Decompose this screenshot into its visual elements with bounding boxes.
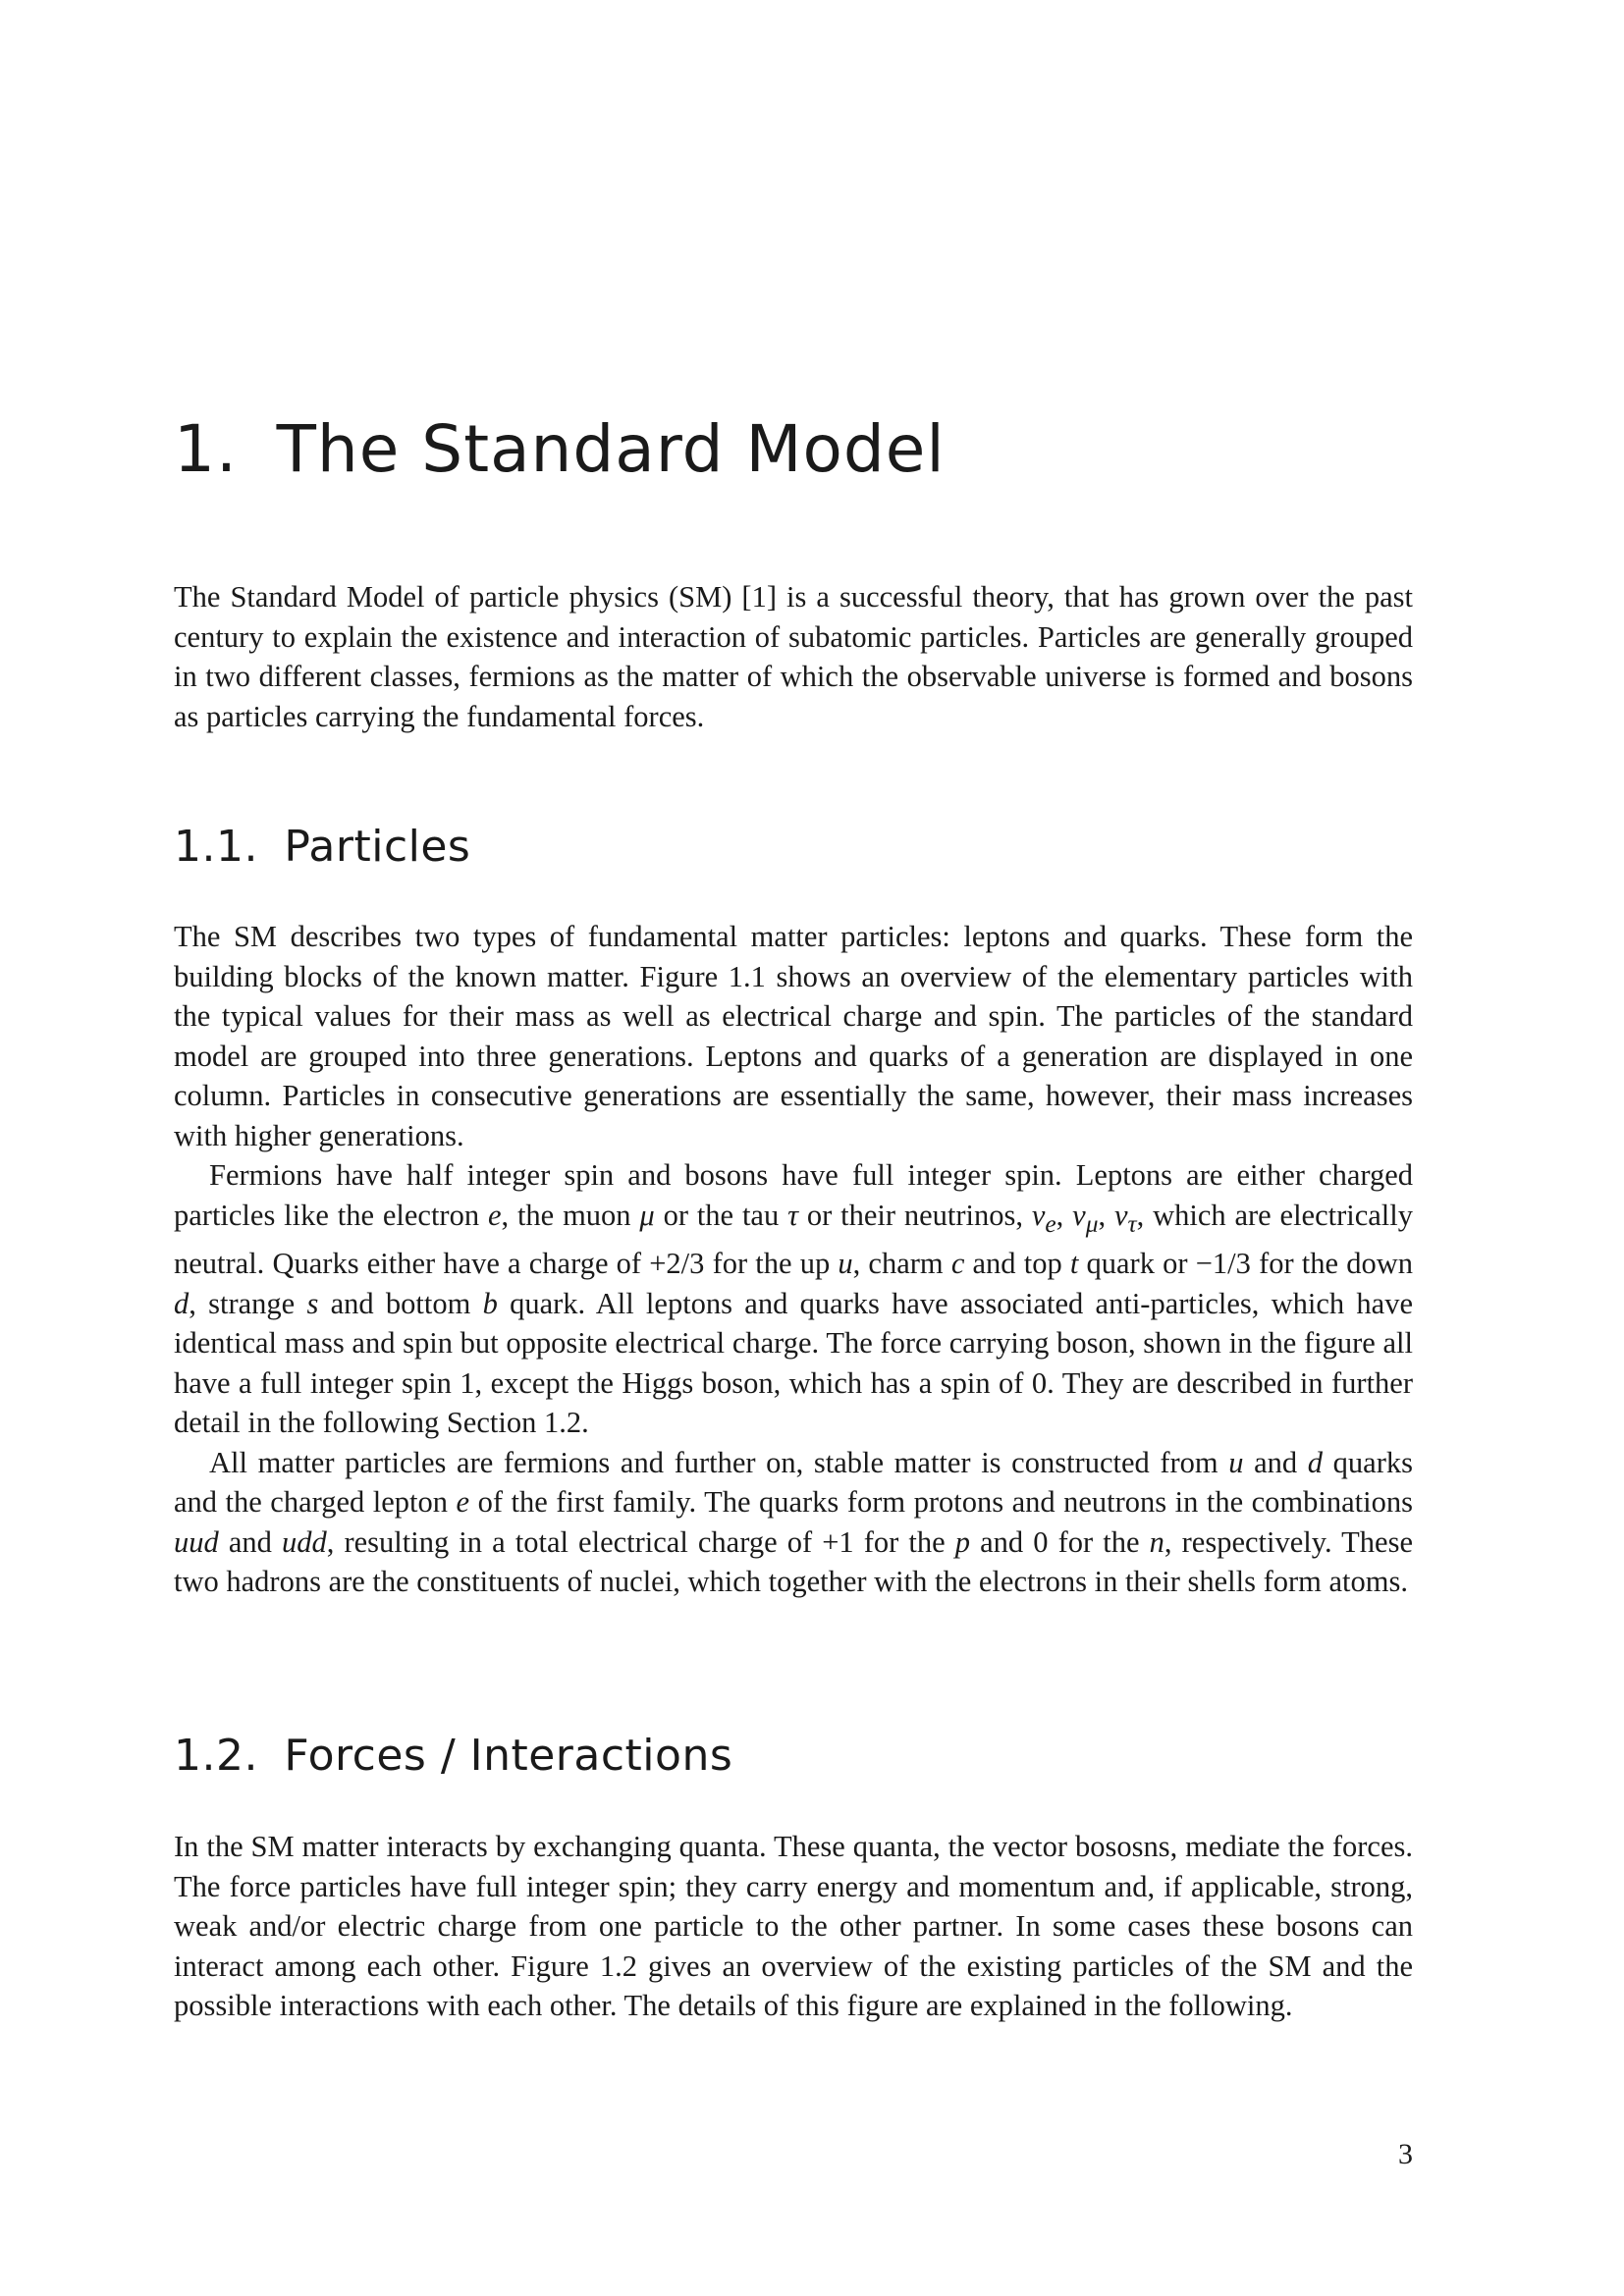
math-top: t — [1069, 1247, 1079, 1281]
chapter-title — [174, 410, 946, 488]
math-strange: s — [306, 1286, 319, 1320]
math-muon: μ — [639, 1198, 655, 1232]
math-uud: uud — [174, 1524, 219, 1559]
math-spin-one: 1 — [460, 1365, 475, 1400]
math-proton: p — [954, 1524, 971, 1559]
particles-paragraph-2: Fermions have half integer spin and bosons have full integer spin. Leptons are either charged particles like the electron e, the muon μ or the tau τ or their neutrinos, $\nu_e$, $\nu_\mu$, $\nu_\tau$, which are electrically neutral. Quarks either have a charge of +2/3 for the up u, charm c and top t quark or −1/3 for the down d, strange s and bottom b quark. All leptons and quarks have associated anti-particles, which have identical mass and spin but opposite electrical charge. The force carrying boson, shown in the figure all have a full integer spin 1, except the Higgs boson, which has a spin of 0. They are described in further detail in the following Section 1.2. — [174, 1158, 1414, 1440]
math-up: u — [838, 1247, 853, 1281]
math-up: u — [1228, 1445, 1244, 1479]
math-udd: udd — [281, 1524, 327, 1559]
particles-paragraph-3: All matter particles are fermions and further on, stable matter is constructed from u and d quarks and the charged lepton e of the first family. The quarks form protons and neutrons in the combinations uud and udd, resulting in a total electrical charge of +1 for the p and 0 for the n, respectively. These two hadrons are the constituents of nuclei, which together with the electrons in their shells form atoms. — [174, 1445, 1413, 1599]
forces-section — [174, 1827, 1413, 2026]
chapter-title-text: The Standard Model — [276, 411, 946, 487]
page — [174, 0, 1413, 2296]
intro-paragraph: The Standard Model of particle physics (SM) [1] is a successful theory, that has grown over the past century to explain the existence and interaction of subatomic particles. Particles are generally grouped in two different classes, fermions as the matter of which the observable universe is formed and bosons as particles carrying the fundamental forces. — [174, 580, 1413, 733]
page-number: 3 — [1398, 2138, 1413, 2170]
math-nu-mu: $\nu_\mu$ — [1072, 1198, 1099, 1238]
section-number: 1.1. — [174, 822, 258, 872]
math-plus-two-thirds: +2/3 — [649, 1247, 705, 1281]
math-neutron: n — [1149, 1524, 1164, 1559]
forces-paragraph-1: In the SM matter interacts by exchanging quanta. These quanta, the vector bososns, mediate the forces. The force particles have full integer spin; they carry energy and momentum and, if applicable, strong, weak and/or electric charge from one particle to the other partner. In some cases these bosons can interact among each other. Figure 1.2 gives an overview of the existing particles of the SM and the possible interactions with each other. The details of this figure are explained in the following. — [174, 1830, 1413, 2022]
math-electron: e — [487, 1198, 502, 1232]
math-bottom: b — [482, 1286, 498, 1320]
section-heading-forces — [174, 1731, 732, 1783]
math-down: d — [174, 1286, 189, 1320]
math-minus-one-third: −1/3 — [1195, 1247, 1251, 1281]
math-electron: e — [456, 1485, 470, 1520]
math-charm: c — [950, 1247, 965, 1281]
math-zero: 0 — [1033, 1524, 1049, 1559]
math-tau: τ — [787, 1198, 798, 1232]
math-down: d — [1307, 1445, 1324, 1479]
particles-paragraph-1: The SM describes two types of fundamental matter particles: leptons and quarks. These form the building blocks of the known matter. Figure 1.1 shows an overview of the elementary particles with the typical values for their mass as well as electrical charge and spin. The particles of the standard model are grouped into three generations. Leptons and quarks of a generation are displayed in one column. Particles in consecutive generations are essentially the same, however, their mass increases with higher generations. — [174, 920, 1413, 1152]
section-title-text: Forces / Interactions — [284, 1731, 733, 1781]
section-title-text: Particles — [284, 822, 471, 872]
particles-section — [174, 917, 1413, 1602]
intro-section — [174, 577, 1413, 736]
math-plus-one: +1 — [822, 1524, 854, 1559]
math-nu-tau: $\nu_\tau$ — [1113, 1198, 1137, 1238]
chapter-number: 1. — [174, 411, 238, 487]
section-number: 1.2. — [174, 1731, 258, 1781]
math-spin-zero: 0 — [1031, 1365, 1048, 1400]
math-nu-e: $\nu_e$ — [1031, 1198, 1056, 1238]
section-heading-particles — [174, 822, 470, 874]
